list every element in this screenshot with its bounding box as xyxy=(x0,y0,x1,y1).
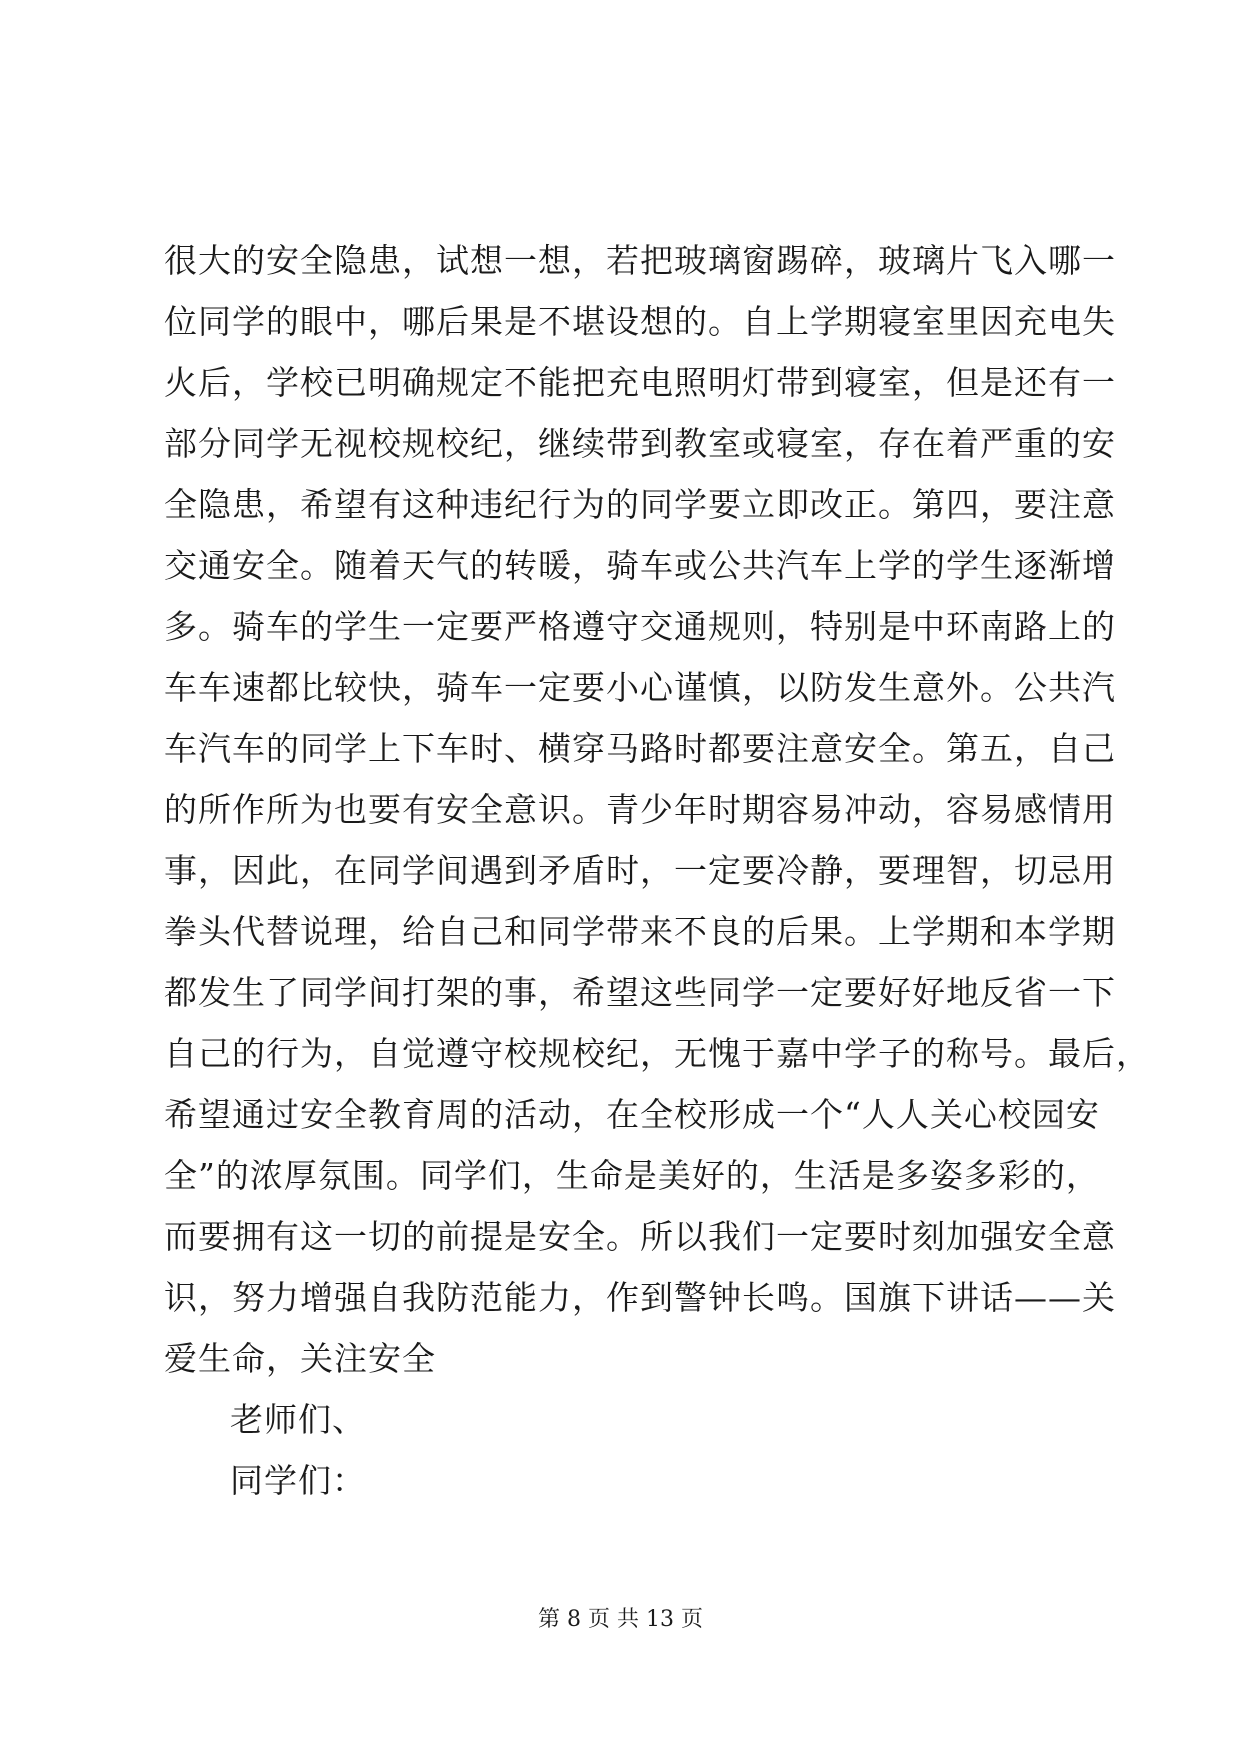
salutation-students: 同学们： xyxy=(230,1461,366,1500)
text-line: 的所作所为也要有安全意识。青少年时期容易冲动，容易感情用 xyxy=(164,790,1116,829)
text-line: 很大的安全隐患，试想一想，若把玻璃窗踢碎，玻璃片飞入哪一 xyxy=(164,241,1116,280)
text-line: 而要拥有这一切的前提是安全。所以我们一定要时刻加强安全意 xyxy=(164,1217,1116,1256)
text-line: 交通安全。随着天气的转暖，骑车或公共汽车上学的学生逐渐增 xyxy=(164,546,1116,585)
text-line: 多。骑车的学生一定要严格遵守交通规则，特别是中环南路上的 xyxy=(164,607,1116,646)
text-line: 爱生命，关注安全 xyxy=(164,1339,436,1378)
text-line: 事，因此，在同学间遇到矛盾时，一定要冷静，要理智，切忌用 xyxy=(164,851,1116,890)
text-line: 拳头代替说理，给自己和同学带来不良的后果。上学期和本学期 xyxy=(164,912,1116,951)
text-line: 希望通过安全教育周的活动，在全校形成一个“人人关心校园安 xyxy=(164,1095,1100,1134)
text-line: 自己的行为，自觉遵守校规校纪，无愧于嘉中学子的称号。最后， xyxy=(164,1034,1150,1073)
text-line: 全隐患，希望有这种违纪行为的同学要立即改正。第四，要注意 xyxy=(164,485,1116,524)
text-line: 车车速都比较快，骑车一定要小心谨慎，以防发生意外。公共汽 xyxy=(164,668,1116,707)
text-line: 部分同学无视校规校纪，继续带到教室或寝室，存在着严重的安 xyxy=(164,424,1116,463)
text-line: 火后，学校已明确规定不能把充电照明灯带到寝室，但是还有一 xyxy=(164,363,1116,402)
page-number-footer: 第 8 页 共 13 页 xyxy=(538,1607,703,1632)
text-line: 识，努力增强自我防范能力，作到警钟长鸣。国旗下讲话——关 xyxy=(164,1278,1116,1317)
text-line: 全”的浓厚氛围。同学们，生命是美好的，生活是多姿多彩的， xyxy=(164,1156,1100,1195)
text-line: 位同学的眼中，哪后果是不堪设想的。自上学期寝室里因充电失 xyxy=(164,302,1116,341)
text-line: 车汽车的同学上下车时、横穿马路时都要注意安全。第五，自己 xyxy=(164,729,1116,768)
salutation-teachers: 老师们、 xyxy=(230,1400,366,1439)
body-text xyxy=(164,230,1150,1511)
text-line: 都发生了同学间打架的事，希望这些同学一定要好好地反省一下 xyxy=(164,973,1116,1012)
